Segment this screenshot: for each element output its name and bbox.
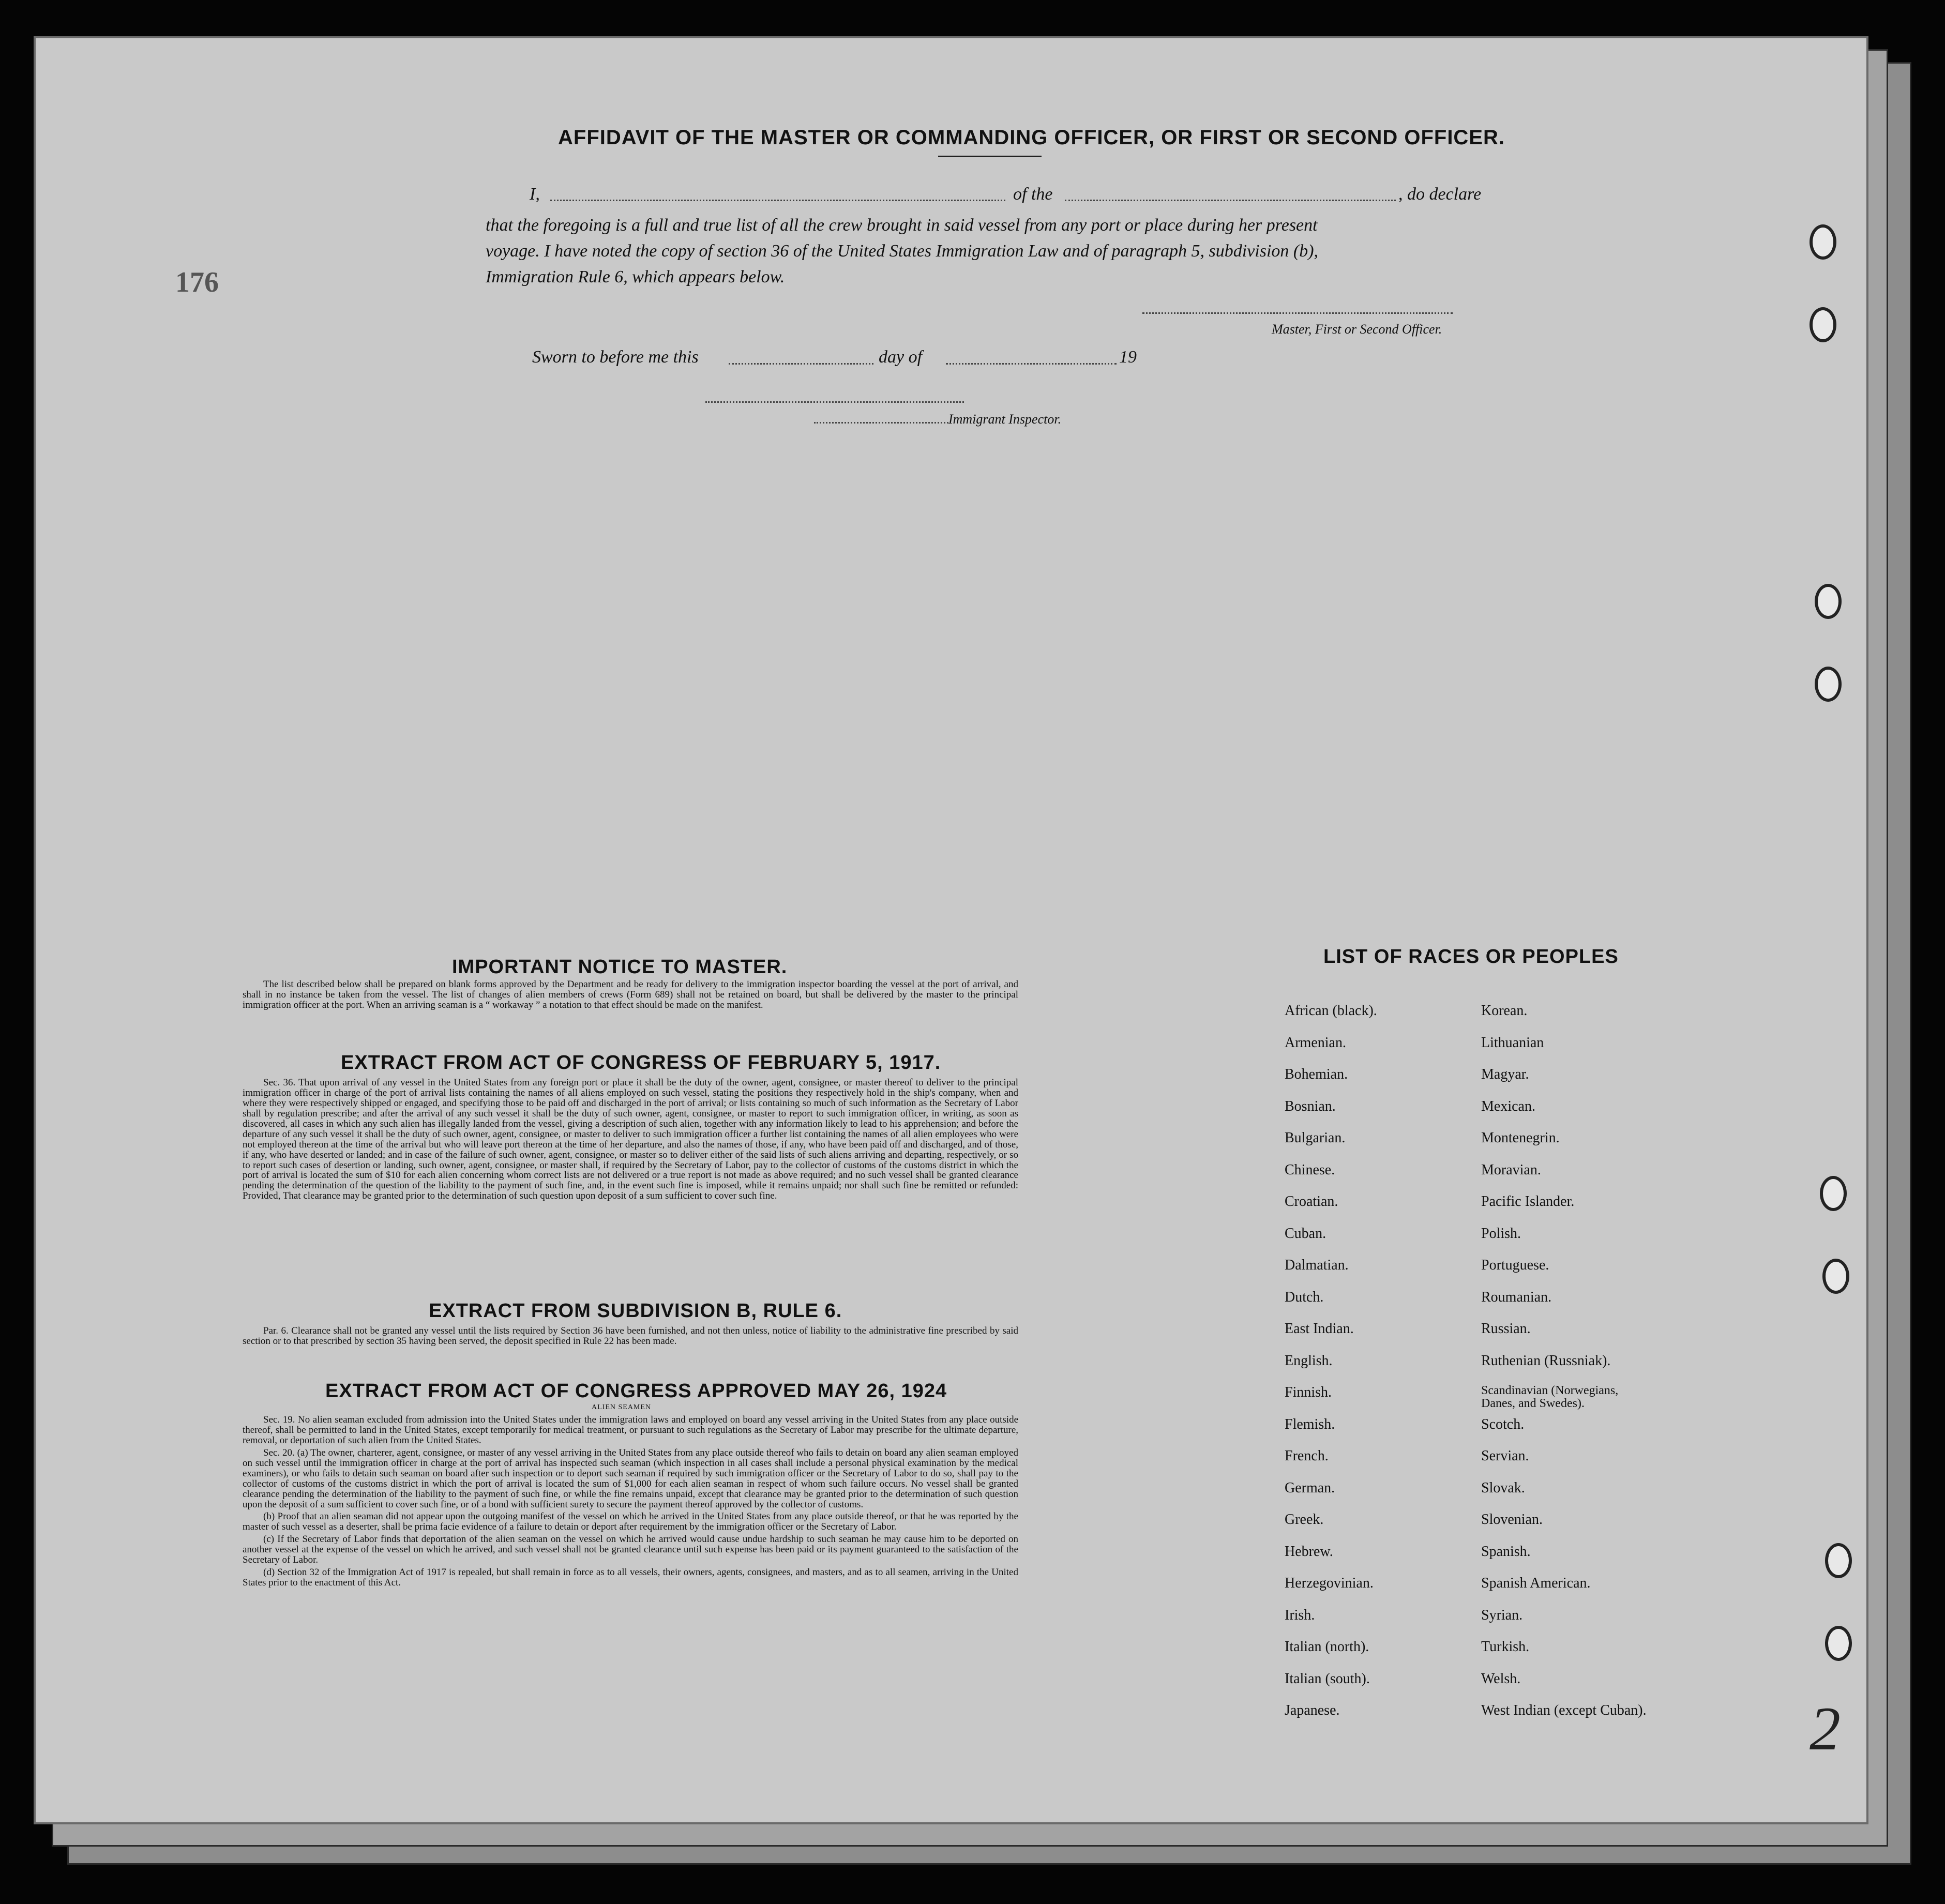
race-entry: Moravian. [1481, 1161, 1541, 1178]
race-entry: African (black). [1285, 1003, 1377, 1019]
race-entry: Finnish. [1285, 1384, 1332, 1400]
affidavit-title-underline [938, 156, 1042, 157]
do-declare-label: , do declare [1398, 185, 1482, 204]
i-label: I, [530, 185, 540, 204]
race-entry: Chinese. [1285, 1161, 1335, 1178]
extract-1924-text [243, 1415, 1018, 1590]
binder-hole [1822, 1259, 1849, 1294]
master-signature-field[interactable] [1142, 312, 1453, 314]
race-entry: Spanish. [1481, 1543, 1531, 1560]
master-signature-caption: Master, First or Second Officer. [1272, 322, 1442, 337]
race-entry: Italian (south). [1285, 1670, 1370, 1687]
section-20c-paragraph: (c) If the Secretary of Labor finds that deportation of the alien seaman on the vessel on which he arrived would cause undue hardship to such seaman he may cause him to be deported on another vessel at the expense of the vessel on which he arrived, and such vessel shall not be granted clearance until such expense has been paid or its payment guaranteed to the satisfaction of the Secretary of Labor. [243, 1534, 1018, 1566]
extract-1917-title: EXTRACT FROM ACT OF CONGRESS OF FEBRUARY 5, 1917. [341, 1052, 941, 1074]
sworn-day-field[interactable] [729, 363, 873, 365]
rule-6-paragraph: Par. 6. Clearance shall not be granted any vessel until the lists required by Section 36 have been furnished, and not then unless, notice of liability to the administrative fine prescribed by said section or to that prescribed by section 35 having been served, the deposit specified in Rule 22 has been made. [243, 1325, 1018, 1347]
margin-page-number: 176 [175, 266, 219, 298]
section-20a-paragraph: Sec. 20. (a) The owner, charterer, agent, consignee, or master of any vessel arriving in the United States from any place outside thereof who fails to detain on board any alien seaman employed on such vessel until the immigration officer in charge at the port of arrival has inspected such seaman (which inspection in all cases shall include a personal physical examination by the medical examiners), or who fails to detain such seaman on board after such inspection or to deport such seaman if required by such immigration officer or the Secretary of Labor to do so, shall pay to the collector of customs of the customs district in which the port of arrival is located the sum of $1,000 for each alien seaman in respect of whom such failure occurs. No vessel shall be granted clearance pending the determination of the liability to the payment of such fine, or while the fine remains unpaid, except that clearance may be granted prior to the determination of such question upon the deposit of a sum sufficient to cover such fine, or of a bond with sufficient surety to secure the payment thereof approved by the collector of customs. [243, 1447, 1018, 1510]
sworn-label: Sworn to before me this [532, 347, 699, 367]
handwritten-mark: 2 [1810, 1694, 1841, 1763]
race-entry: West Indian (except Cuban). [1481, 1702, 1647, 1718]
race-entry: Mexican. [1481, 1098, 1535, 1114]
binder-hole [1820, 1176, 1847, 1211]
race-entry: Hebrew. [1285, 1543, 1333, 1560]
day-of-label: day of [879, 347, 923, 367]
race-entry: German. [1285, 1479, 1335, 1496]
race-entry: Scotch. [1481, 1416, 1525, 1432]
race-entry: Russian. [1481, 1321, 1531, 1337]
manifest-page [34, 36, 1868, 1824]
notice-paragraph: The list described below shall be prepared on blank forms approved by the Department and be ready for delivery to the immigration inspector boarding the vessel at the port of arrival, and shall in no instance be taken from the vessel. The list of changes of alien members of crews (Form 689) shall not be retained on board, but shall be delivered by the master to the principal immigration officer at the port. When an arriving seaman is a “ workaway ” a notation to that effect should be made on the manifest. [243, 979, 1018, 1010]
affidavit-body-line3: Immigration Rule 6, which appears below. [486, 267, 785, 286]
race-entry: Korean. [1481, 1003, 1528, 1019]
race-entry: Pacific Islander. [1481, 1193, 1575, 1210]
alien-seamen-subtitle: ALIEN SEAMEN [592, 1403, 652, 1411]
notice-title: IMPORTANT NOTICE TO MASTER. [452, 956, 788, 978]
race-entry: Italian (north). [1285, 1639, 1369, 1655]
affidavit-body-line1: that the foregoing is a full and true list of all the crew brought in said vessel from any port or place during her present [486, 216, 1318, 235]
race-entry: Croatian. [1285, 1193, 1338, 1210]
affidavit-title: AFFIDAVIT OF THE MASTER OR COMMANDING OFFICER, OR FIRST OR SECOND OFFICER. [558, 126, 1505, 149]
extract-1924-title: EXTRACT FROM ACT OF CONGRESS APPROVED MAY 26, 1924 [325, 1380, 947, 1402]
of-the-label: of the [1013, 185, 1053, 204]
vessel-name-field[interactable] [1065, 200, 1396, 201]
race-entry: Dalmatian. [1285, 1257, 1349, 1273]
race-entry: Welsh. [1481, 1670, 1521, 1687]
officer-name-field[interactable] [550, 200, 1005, 201]
race-entry: Bohemian. [1285, 1066, 1348, 1082]
race-entry: French. [1285, 1448, 1329, 1464]
race-entry: Flemish. [1285, 1416, 1335, 1432]
section-20d-paragraph: (d) Section 32 of the Immigration Act of 1917 is repealed, but shall remain in force as to all vessels, their owners, agents, consignees, and masters, and as to all seamen, arriving in the United States prior to the enactment of this Act. [243, 1567, 1018, 1589]
race-entry: Lithuanian [1481, 1034, 1544, 1051]
race-entry: Ruthenian (Russniak). [1481, 1352, 1611, 1369]
race-entry: Greek. [1285, 1512, 1324, 1528]
binder-hole [1825, 1626, 1852, 1661]
sworn-month-field[interactable] [946, 363, 1117, 365]
inspector-signature-field[interactable] [705, 401, 964, 403]
section-20b-paragraph: (b) Proof that an alien seaman did not appear upon the outgoing manifest of the vessel on which he arrived in the United States from any place outside thereof, or that he was reported by the master of such vessel as a deserter, shall be prima facie evidence of a failure to detain or deport after requirement by the immigration officer or the Secretary of Labor. [243, 1511, 1018, 1533]
race-entry: Cuban. [1285, 1225, 1326, 1242]
race-entry: Syrian. [1481, 1607, 1523, 1623]
race-entry: Spanish American. [1481, 1575, 1591, 1591]
race-entry: Slovenian. [1481, 1512, 1543, 1528]
notice-text [243, 979, 1018, 1013]
subdivision-text [243, 1326, 1018, 1349]
race-entry: Herzegovinian. [1285, 1575, 1374, 1591]
race-entry: East Indian. [1285, 1321, 1354, 1337]
extract-1917-text [243, 1078, 1018, 1203]
race-entry: Scandinavian (Norwegians, Danes, and Swedes). [1481, 1384, 1619, 1411]
race-entry: Bosnian. [1285, 1098, 1336, 1114]
subdivision-title: EXTRACT FROM SUBDIVISION B, RULE 6. [429, 1300, 842, 1322]
race-entry: Slovak. [1481, 1479, 1525, 1496]
binder-hole [1815, 584, 1842, 619]
section-36-paragraph: Sec. 36. That upon arrival of any vessel in the United States from any foreign port or place it shall be the duty of the owner, agent, consignee, or master thereof to deliver to the principal immigration officer in charge of the port of arrival lists containing the names of all aliens employed on such vessel, stating the positions they respectively hold in the ship's company, when and where they were respectively shipped or engaged, and specifying those to be paid off and discharged in the port of arrival; or lists containing so much of such information as the Secretary of Labor shall by regulation prescribe; and after the arrival of any such vessel it shall be the duty of such owner, agent, consignee, or master to report to such immigration officer, in writing, as soon as discovered, all cases in which any such alien has illegally landed from the vessel, giving a description of such alien, together with any information likely to lead to his apprehension; and before the departure of any such vessel it shall be the duty of such owner, agent, consignee, or master to deliver to such immigration officer a further list containing the names of all alien employees who were not employed thereon at the time of the arrival but who will leave port thereon at the time of her departure, and also the names of those, if any, who have been paid off and discharged, and of those, if any, who have deserted or landed; and in case of the failure of such owner, agent, consignee, or master so to deliver either of the said lists of such aliens arriving and departing, respectively, or so to report such cases of desertion or landing, such owner, agent, consignee, or master shall, if required by the Secretary of Labor, pay to the collector of customs of the customs district in which the port of arrival is located the sum of $10 for each alien concerning whom correct lists are not delivered or a true report is not made as above required; and no such vessel shall be granted clearance pending the determination of the question of the liability to the payment of such fine, and, in the event such fine is imposed, while it remains unpaid; nor shall such fine be remitted or refunded: Provided, That clearance may be granted prior to the determination of such question upon deposit of a sum sufficient to cover such fine. [243, 1077, 1018, 1202]
binder-hole [1825, 1543, 1852, 1578]
race-entry: Dutch. [1285, 1289, 1324, 1305]
race-entry: Irish. [1285, 1607, 1315, 1623]
race-entry: Japanese. [1285, 1702, 1340, 1718]
race-entry: Montenegrin. [1481, 1130, 1560, 1146]
race-entry: Bulgarian. [1285, 1130, 1346, 1146]
race-entry: Armenian. [1285, 1034, 1346, 1051]
race-entry: English. [1285, 1352, 1333, 1369]
race-entry: Servian. [1481, 1448, 1529, 1464]
section-19-paragraph: Sec. 19. No alien seaman excluded from admission into the United States under the immigration laws and employed on board any vessel arriving in the United States from any place outside thereof, shall be permitted to land in the United States, except temporarily for medical treatment, or pursuant to such regulations as the Secretary of Labor may prescribe for the ultimate departure, removal, or deportation of such alien from the United States. [243, 1414, 1018, 1446]
inspector-caption: Immigrant Inspector. [948, 412, 1062, 427]
inspector-name-field[interactable] [814, 422, 948, 424]
year-prefix: 19 [1119, 347, 1137, 367]
binder-hole [1810, 224, 1836, 260]
race-entry: Roumanian. [1481, 1289, 1552, 1305]
race-entry: Portuguese. [1481, 1257, 1549, 1273]
race-entry: Magyar. [1481, 1066, 1529, 1082]
race-entry: Polish. [1481, 1225, 1521, 1242]
race-entry: Turkish. [1481, 1639, 1530, 1655]
affidavit-body-line2: voyage. I have noted the copy of section 36 of the United States Immigration Law and of paragraph 5, subdivision (b), [486, 241, 1319, 261]
binder-hole [1810, 307, 1836, 342]
binder-hole [1815, 667, 1842, 702]
races-title: LIST OF RACES OR PEOPLES [1323, 946, 1619, 968]
